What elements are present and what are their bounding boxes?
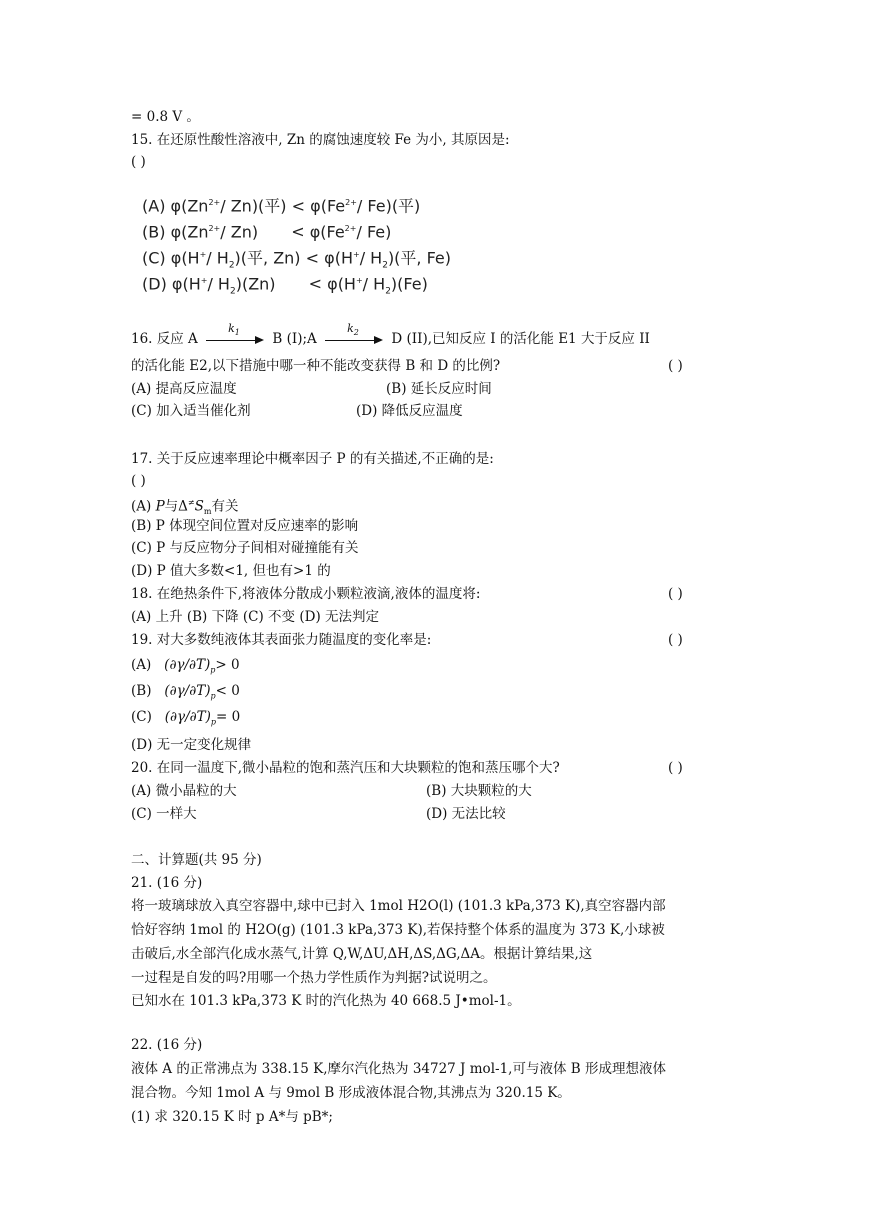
q19-option-a: (A) $(\partial\gamma/\partial T)_p> 0$	[131, 657, 240, 675]
q16-option-d: (D) 降低反应温度	[356, 403, 463, 419]
q15-stem: 15. 在还原性酸性溶液中, Zn 的腐蚀速度较 Fe 为小, 其原因是:	[131, 132, 510, 148]
reaction-arrow-k1: $k_1$	[206, 333, 264, 347]
q21-head: 21. (16 分)	[131, 875, 203, 891]
q17-option-d: (D) P 值大多数<1, 但也有>1 的	[131, 563, 331, 579]
q19-option-d: (D) 无一定变化规律	[131, 737, 252, 753]
q22-line2: 混合物。今知 1mol A 与 9mol B 形成液体混合物,其沸点为 320.15 K。	[131, 1085, 571, 1101]
q19-paren: ( )	[668, 632, 683, 648]
q21-line5: 已知水在 101.3 kPa,373 K 时的汽化热为 40 668.5 J•mol-1。	[131, 993, 521, 1009]
section-heading: 二、计算题(共 95 分)	[131, 852, 262, 868]
q17-option-a: (A) P与$\Delta^\ne S_m$有关	[131, 498, 239, 517]
q20-option-a: (A) 微小晶粒的大	[131, 783, 237, 799]
q15-option-c: (C) φ(H+/ $H_2$)(平, Zn) < φ(H+/ $H_2$)(平, Fe)	[142, 248, 452, 271]
line-top: = 0.8 V 。	[131, 109, 200, 125]
reaction-arrow-k2: $k_2$	[325, 333, 383, 347]
q20-stem: 20. 在同一温度下,微小晶粒的饱和蒸汽压和大块颗粒的饱和蒸压哪个大?	[131, 760, 560, 776]
q18-options: (A) 上升 (B) 下降 (C) 不变 (D) 无法判定	[131, 609, 379, 625]
q16-paren: ( )	[668, 358, 683, 374]
q22-line3: (1) 求 320.15 K 时 p A*与 pB*;	[131, 1109, 333, 1125]
q15-option-d: (D) φ(H+/ $H_2)(Zn) < \varphi(H^+/$ $H_2)(Fe)$	[142, 274, 428, 297]
q19-stem: 19. 对大多数纯液体其表面张力随温度的变化率是:	[131, 632, 432, 648]
q22-line1: 液体 A 的正常沸点为 338.15 K,摩尔汽化热为 34727 J mol-1,可与液体 B 形成理想液体	[131, 1061, 666, 1077]
q17-stem: 17. 关于反应速率理论中概率因子 P 的有关描述,不正确的是:	[131, 451, 494, 467]
q16-stem-line1: 16. 反应 A $k_1$ B (I);A $k_2$ D (II),已知反应 I 的活化能 E1 大于反应 II	[131, 321, 650, 347]
q20-option-b: (B) 大块颗粒的大	[426, 783, 532, 799]
q17-paren: ( )	[131, 473, 146, 489]
q16-stem-line2: 的活化能 E2,以下措施中哪一种不能改变获得 B 和 D 的比例?	[131, 358, 501, 374]
q15-option-a: (A) $\varphi(Zn^{2+}/$ Zn)(平) < $\varphi(Fe^{2+}/$ Fe)(平)	[142, 196, 421, 216]
q17-option-b: (B) P 体现空间位置对反应速率的影响	[131, 518, 359, 534]
q21-line2: 恰好容纳 1mol 的 H2O(g) (101.3 kPa,373 K),若保持整个体系的温度为 373 K,小球被	[131, 922, 665, 938]
q21-line1: 将一玻璃球放入真空容器中,球中已封入 1mol H2O(l) (101.3 kPa,373 K),真空容器内部	[131, 898, 666, 914]
q15-option-b: (B) $\varphi(Zn^{2+}/$ $Zn) < \varphi(Fe^{2+}/$ Fe)	[142, 222, 392, 242]
q20-paren: ( )	[668, 760, 683, 776]
q20-option-d: (D) 无法比较	[426, 806, 506, 822]
q16-option-b: (B) 延长反应时间	[386, 381, 492, 397]
q15-paren: ( )	[131, 154, 146, 170]
q16-option-c: (C) 加入适当催化剂	[131, 403, 251, 419]
q18-stem: 18. 在绝热条件下,将液体分散成小颗粒液滴,液体的温度将:	[131, 586, 481, 602]
q16-option-a: (A) 提高反应温度	[131, 381, 237, 397]
q17-option-c: (C) P 与反应物分子间相对碰撞能有关	[131, 540, 359, 556]
q19-option-c: (C) $(\partial\gamma/\partial T)_p= 0$	[131, 709, 241, 727]
q20-option-c: (C) 一样大	[131, 806, 197, 822]
q19-option-b: (B) $(\partial\gamma/\partial T)_p< 0$	[131, 683, 240, 701]
q21-line3: 击破后,水全部汽化成水蒸气,计算 Q,W,ΔU,ΔH,ΔS,ΔG,ΔA。根据计算结果,这	[131, 946, 593, 962]
q18-paren: ( )	[668, 586, 683, 602]
q21-line4: 一过程是自发的吗?用哪一个热力学性质作为判据?试说明之。	[131, 970, 497, 986]
q22-head: 22. (16 分)	[131, 1037, 203, 1053]
